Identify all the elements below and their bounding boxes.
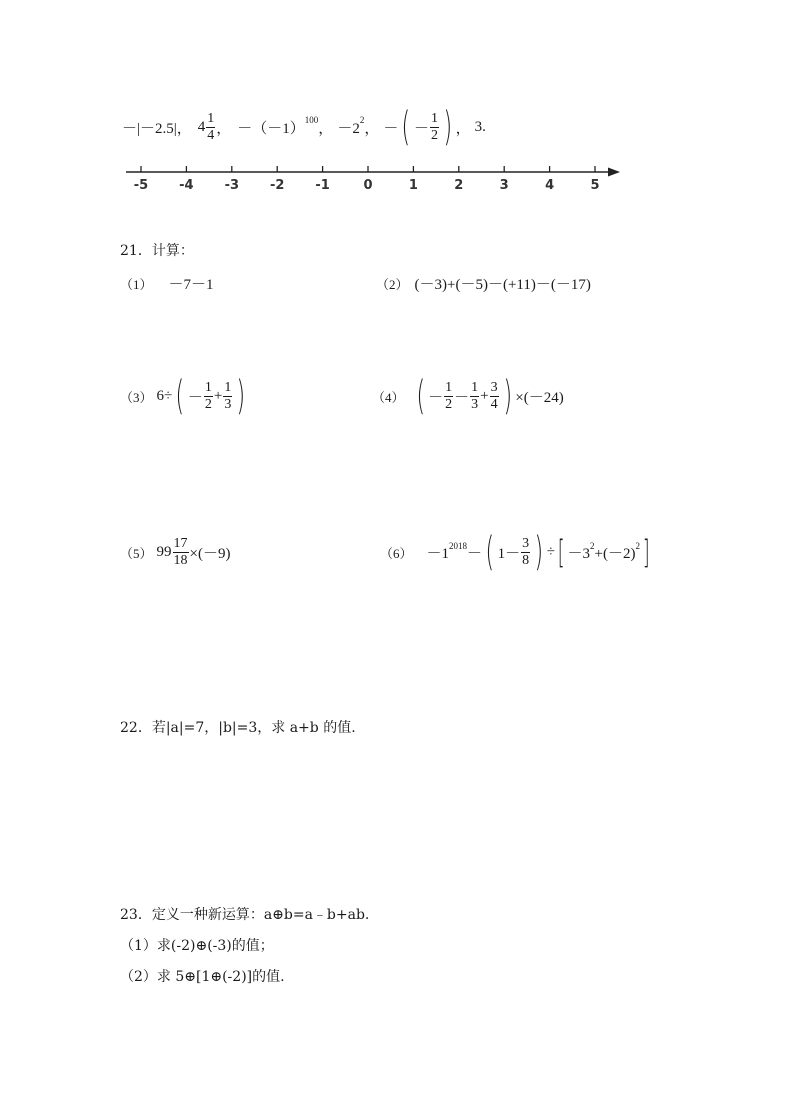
tick-label: 2 xyxy=(454,178,464,193)
part-label: （4） xyxy=(372,389,405,405)
fraction-1-2: $\frac{1}{2}$ xyxy=(430,110,438,143)
tick-label: -5 xyxy=(133,178,149,193)
q21-part3: （3） 6÷ ( － $\frac{1}{2}$ + $\frac{1}{3}$ ) xyxy=(120,373,246,419)
number-item-neg-square: －2 xyxy=(337,120,360,137)
part-label: （2） xyxy=(376,277,409,292)
q21-part4: （4） ( － $\frac{1}{2}$ － $\frac{1}{3}$ + $\frac{3}{4}$ ) ×(－24) xyxy=(372,373,564,419)
q21-part1 xyxy=(120,273,214,294)
part-label: （5） xyxy=(120,545,153,561)
fraction: $\frac{1}{2}$ xyxy=(445,379,453,412)
q21-part2 xyxy=(376,273,591,294)
question-21-title: 21．计算： xyxy=(120,243,194,259)
number-item-three: 3. xyxy=(474,118,486,135)
expression: －7－1 xyxy=(168,277,214,293)
question-23-part1: （1）求(-2)⊕(-3)的值； xyxy=(120,938,274,954)
number-item-abs: －|－2.5|， xyxy=(122,120,192,137)
tick-label: -4 xyxy=(179,178,194,193)
number-item-mixed-whole: 4 xyxy=(197,118,206,135)
number-item-power-100: －（－1） xyxy=(237,120,305,137)
question-23-title: 23．定义一种新运算：a⊕b=a﹣b+ab. xyxy=(120,907,370,923)
part-label: （6） xyxy=(380,545,413,561)
number-line-arrow xyxy=(608,168,620,177)
tick-label: 4 xyxy=(545,178,555,193)
tick-label: 1 xyxy=(408,178,418,193)
number-list: －|－2.5|， 4 $\frac{1}{4}$ ， －（－1） 100 ， －2 2 ， － ( － $\frac{1}{2}$ ) ， 3. xyxy=(122,104,486,150)
tick-label: -3 xyxy=(224,178,240,193)
tick-label: 0 xyxy=(363,178,373,193)
tick-label: -2 xyxy=(269,178,285,193)
fraction: $\frac{17}{18}$ xyxy=(173,535,188,568)
fraction-1-4: $\frac{1}{4}$ xyxy=(207,110,215,143)
q21-part5: （5） 99 $\frac{17}{18}$ ×(－9) xyxy=(120,535,231,568)
fraction: $\frac{1}{3}$ xyxy=(471,379,479,412)
part-label: （1） xyxy=(120,277,153,292)
fraction: $\frac{3}{4}$ xyxy=(490,379,498,412)
expression: (－3)+(－5)－(+11)－(－17) xyxy=(414,277,591,293)
question-22: 22．若|a|=7，|b|=3，求 a+b 的值. xyxy=(120,720,356,736)
tick-label: 3 xyxy=(499,178,509,193)
part-label: （3） xyxy=(120,389,153,405)
q21-part6: （6） －1 2018 － ( 1－ $\frac{3}{8}$ ) ÷ [ －3 2 +(－2) 2 ] xyxy=(380,529,650,575)
fraction: $\frac{1}{2}$ xyxy=(204,379,212,412)
tick-label: -1 xyxy=(315,178,330,193)
tick-label: 5 xyxy=(590,178,600,193)
question-23-part2: （2）求 5⊕[1⊕(-2)]的值. xyxy=(120,969,285,985)
fraction: $\frac{3}{8}$ xyxy=(522,535,530,568)
fraction: $\frac{1}{3}$ xyxy=(224,379,232,412)
